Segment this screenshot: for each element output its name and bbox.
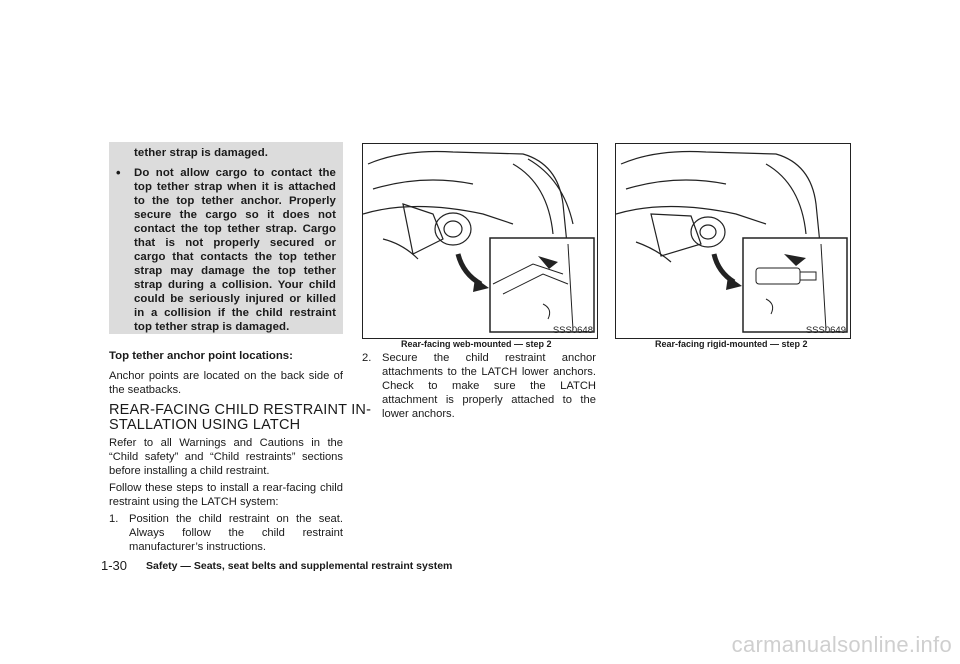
figure-caption-1: Rear-facing web-mounted — step 2 — [401, 339, 552, 349]
warning-bullet: • — [116, 165, 121, 180]
figure-caption-2: Rear-facing rigid-mounted — step 2 — [655, 339, 808, 349]
warning-bullet-text: Do not allow cargo to contact the top tether strap when it is attached to the top tether anchor. Properly secure the cargo so it does not contact the top tether strap. Cargo that is not properly secured or cargo that contacts the top tether strap may damage the top tether strap during a collision. Your child could be seriously injured or killed in a collision if the child restraint top tether strap is damaged. — [134, 167, 336, 333]
anchor-locations-text: Anchor points are located on the back side of the seatbacks. — [109, 370, 343, 396]
section-paragraph-1: Refer to all Warnings and Cautions in the “Child safety” and “Child restraints” sections before installing a child restraint. — [109, 437, 343, 477]
figure-web-mounted — [362, 143, 598, 339]
warning-first-line: tether strap is damaged. — [134, 147, 269, 159]
anchor-locations-heading: Top tether anchor point locations: — [109, 350, 293, 362]
section-title-line2: STALLATION USING LATCH — [109, 417, 301, 433]
figure-code-2: SSS0649 — [805, 325, 846, 336]
figure-code-1: SSS0648 — [552, 325, 593, 336]
step-2-number: 2. — [362, 352, 372, 364]
step-2-text: Secure the child restraint anchor attachments to the LATCH lower anchors. Check to make sure the LATCH attachment is properly attached to the lower anchors. — [382, 352, 596, 420]
seat-anchor-illustration-1 — [363, 144, 597, 338]
footer-section-title: Safety — Seats, seat belts and supplemental restraint system — [146, 560, 453, 572]
section-paragraph-2: Follow these steps to install a rear-facing child restraint using the LATCH system: — [109, 482, 343, 508]
page-number: 1-30 — [101, 558, 128, 573]
step-1-text: Position the child restraint on the seat. Always follow the child restraint manufacturer’s instructions. — [129, 513, 343, 553]
section-title-line1: REAR-FACING CHILD RESTRAINT IN- — [109, 402, 372, 418]
step-1-number: 1. — [109, 513, 119, 525]
figure-rigid-mounted — [615, 143, 851, 339]
watermark: carmanualsonline.info — [731, 632, 952, 657]
seat-anchor-illustration-2 — [616, 144, 850, 338]
